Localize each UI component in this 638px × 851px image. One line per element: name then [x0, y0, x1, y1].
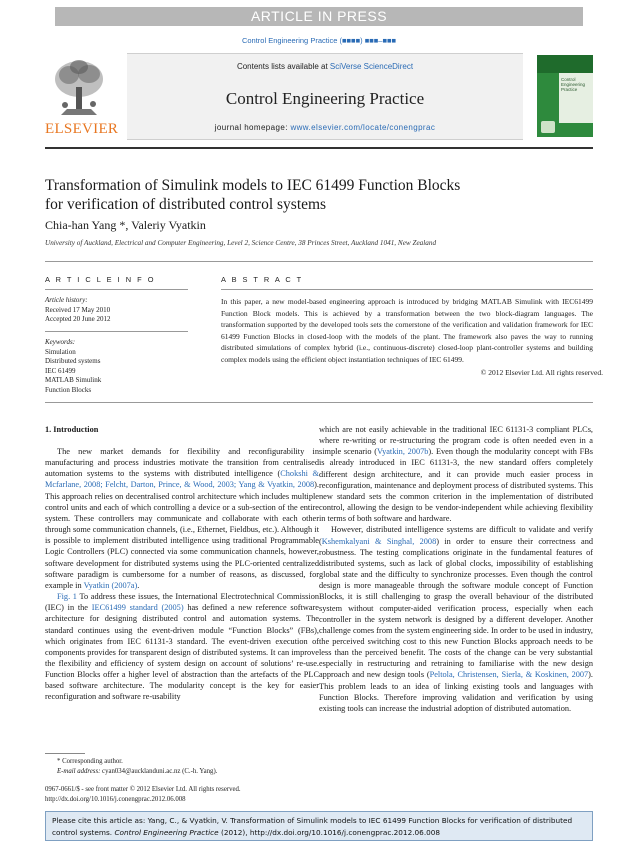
contents-line: [127, 62, 523, 71]
journal-masthead: [127, 53, 523, 140]
paper-title: [45, 176, 593, 214]
running-head-journal: Control Engineering Practice: [241, 36, 338, 45]
email-line: [45, 767, 319, 777]
divider: [45, 402, 593, 403]
homepage-line: [127, 123, 523, 132]
footnote: [45, 757, 319, 777]
journal-title: Control Engineering Practice: [225, 89, 425, 108]
body-left-column: [45, 446, 319, 703]
text-run: ). Even though the modularity concept with FBs is already introduced in IEC 61131-3, the new standard offers completely different design architecture, and it can provide much easier process in reconfiguration, maintenance and deployment process of distributed systems. This new standard sets the common criterion in the implementation of distributed control, allowing the design to be vendor-independent while achieving flexibility in terms of both software and hardware.: [319, 447, 593, 524]
citation-link[interactable]: Kshemkalyani & Singhal, 2008: [321, 536, 437, 546]
running-head[interactable]: [0, 36, 638, 45]
text-run: ) in order to ensure their correctness and robustness. The testing complications originate in the fundamental features of distributed systems, such as lack of global clocks, impossibility of establishing global state and the difficulty to synchronize processes. Even though the control design is more manageable through the software module concept of Function Blocks, it is still challenging to grasp the overall behaviour of the distributed system without computer-aided verification process, especially when each controller in the system network is designed by a different developer. Another challenge comes from the system engineering side. In order to be used in industry, the perceived switching cost to this new Function Blocks approach needs to be less than the perceived benefit. The costs of the change can be very substantial especially in restructuring and retraining to familiarise with the new design approach and new design tools (: [319, 536, 593, 680]
elsevier-wordmark: ELSEVIER: [45, 121, 119, 137]
body-paragraph: [45, 446, 319, 591]
elsevier-logo: [45, 57, 119, 137]
abstract-heading: A B S T R A C T: [221, 275, 304, 284]
citation-box: [45, 811, 593, 841]
citation-link[interactable]: Vyatkin, 2007b: [377, 447, 429, 457]
header-rule: [45, 147, 593, 149]
abstract-copyright: © 2012 Elsevier Ltd. All rights reserved.: [480, 368, 603, 377]
body-paragraph: [319, 424, 593, 524]
accepted-date: Accepted 20 June 2012: [45, 315, 111, 324]
section-heading-introduction: 1. Introduction: [45, 425, 99, 434]
text-run: .: [137, 580, 140, 590]
doi-line[interactable]: http://dx.doi.org/10.1016/j.conengprac.2012.06.008: [45, 796, 186, 803]
citation-link[interactable]: Peltola, Christensen, Sierla, & Koskinen, 2007: [429, 670, 589, 680]
text-run: which are not easily achievable in the traditional IEC 61131-3 compliant PLCs, where re-writing or re-structuring the program code is often needed even in a simple scenario (: [319, 425, 593, 457]
homepage-prefix: journal homepage:: [214, 123, 291, 132]
text-run: ). This problem leads to an idea of linking existing tools and languages with Function Blocks. Therefore improving validation and verification by using existing tools can increase the industrial adoption of distributed automation.: [319, 670, 594, 713]
keyword: Distributed systems: [45, 357, 101, 366]
email-address[interactable]: cyan034@aucklanduni.ac.nz (C.-h. Yang).: [100, 768, 218, 775]
journal-header: [45, 53, 593, 140]
divider: [45, 289, 188, 290]
citation-link[interactable]: IEC61499 standard (2005): [91, 603, 184, 613]
journal-homepage-link[interactable]: www.elsevier.com/locate/conengprac: [290, 123, 436, 132]
paper-title-line-1: Transformation of Simulink models to IEC 61499 Function Blocks: [45, 177, 461, 194]
sciencedirect-link[interactable]: SciVerse ScienceDirect: [329, 62, 414, 71]
divider: [221, 289, 593, 290]
cite-journal: Control Engineering Practice: [114, 827, 219, 837]
paper-title-line-2: for verification of distributed control systems: [45, 196, 327, 213]
keyword: Simulation: [45, 347, 76, 356]
cover-publisher-mark: [541, 121, 555, 133]
authors: Chia-han Yang *, Valeriy Vyatkin: [45, 218, 206, 232]
keyword: MATLAB Simulink: [45, 376, 102, 385]
received-date: Received 17 May 2010: [45, 305, 111, 314]
cover-band: [537, 55, 593, 73]
cite-text: Please cite this article as: Yang, C., & Vyatkin, V. Transformation of Simulink models to IEC 61499 Function Blocks for verification of distributed control systems.: [52, 816, 573, 837]
text-run: However, distributed intelligence systems are difficult to validate and verify (: [319, 525, 593, 546]
elsevier-tree-icon: [51, 57, 107, 119]
text-run: To address these issues, the International Electrotechnical Commission (IEC) in the: [45, 592, 319, 613]
text-run: ). This approach relies on decentralised control architecture which includes multiple control units and each of which controlling a device or a sub-section of the entire system. These controllers may communicate and collaborate with each other through some communication channels, (i.e., Ethernet, Fieldbus, etc.). Although it is possible to implement distributed intelligence using traditional Programmable Logic Controllers (PLC) connected via some communication channels, however, software development for distributed systems using the PLC-oriented centralized software paradigm is cumbersome for a number of reasons, as discussed, for example in: [45, 480, 319, 590]
issn-block: [45, 785, 345, 805]
email-label: E-mail address:: [57, 768, 101, 775]
journal-cover-image: [537, 55, 593, 137]
running-head-volume: (■■■■) ■■■–■■■: [339, 36, 397, 45]
article-info-heading: A R T I C L E I N F O: [45, 275, 156, 284]
divider: [45, 261, 593, 262]
corresponding-author-note: * Corresponding author.: [57, 758, 123, 765]
cite-doi[interactable]: (2012), http://dx.doi.org/10.1016/j.conengprac.2012.06.008: [218, 827, 441, 837]
article-in-press-banner: ARTICLE IN PRESS: [55, 7, 583, 26]
body-paragraph: [45, 591, 319, 703]
history-label: Article history:: [45, 296, 88, 304]
body-paragraph: [319, 524, 593, 714]
abstract-text: In this paper, a new model-based engineering approach is introduced by bridging MATLAB Simulink with IEC61499 Function Block models. This is achieved by a transformation between the two block-diagram languages. The transformation supported by the developed tools sets the cornerstone of the verification and validation framework for IEC 61499 Function Blocks in closed-loop with the models of the plant. The framework also paves the way to running distributed simulations of complex hybrid (i.e., continuous-discrete) closed-loop plant-controller systems and building complex models using the efficient object instantiation techniques of IEC 61499.: [221, 297, 593, 364]
citation-link[interactable]: Chokshi & Mcfarlane, 2008; Felcht, Darton, Prince, & Wood, 2003; Yang & Vyatkin, 2008: [45, 469, 319, 490]
contents-prefix: Contents lists available at: [236, 62, 330, 71]
text-run: The new market demands for flexibility and reconfigurability in manufacturing and process industries motivate the transition from centralised automation systems to the systems with distributed intelligence (: [45, 447, 319, 479]
citation-link[interactable]: Vyatkin (2007a): [83, 580, 138, 590]
text-run: has defined a new reference software architecture for designing distributed control and automation systems. The standard continues using the event-driven module “Function Blocks” (FBs), which originates from IEC 61131-3 standard. The event-driven execution of components provides for transparent design of distributed systems. It can improve the flexibility and efficiency of system design on account of solutions’ re-use. Function Blocks offer a higher level of abstraction than the artefacts of the PLC based software architecture. The modularity concept is the key for easier reconfiguration and software re-usability: [45, 603, 319, 702]
cover-title: Control Engineering Practice: [561, 77, 586, 92]
divider: [45, 331, 188, 332]
keyword: Function Blocks: [45, 385, 92, 394]
article-history: [45, 296, 188, 325]
footnote-rule: [45, 753, 85, 754]
issn-line: 0967-0661/$ - see front matter © 2012 Elsevier Ltd. All rights reserved.: [45, 786, 241, 793]
figure-link[interactable]: Fig. 1: [57, 592, 77, 602]
keywords-label: Keywords:: [45, 338, 76, 346]
keyword: IEC 61499: [45, 366, 76, 375]
affiliation: University of Auckland, Electrical and Computer Engineering, Level 2, Science Centre, 38 Princes Street, Auckland 1041, New Zealand: [45, 239, 437, 247]
body-right-column: [319, 424, 593, 714]
keywords: [45, 338, 188, 396]
